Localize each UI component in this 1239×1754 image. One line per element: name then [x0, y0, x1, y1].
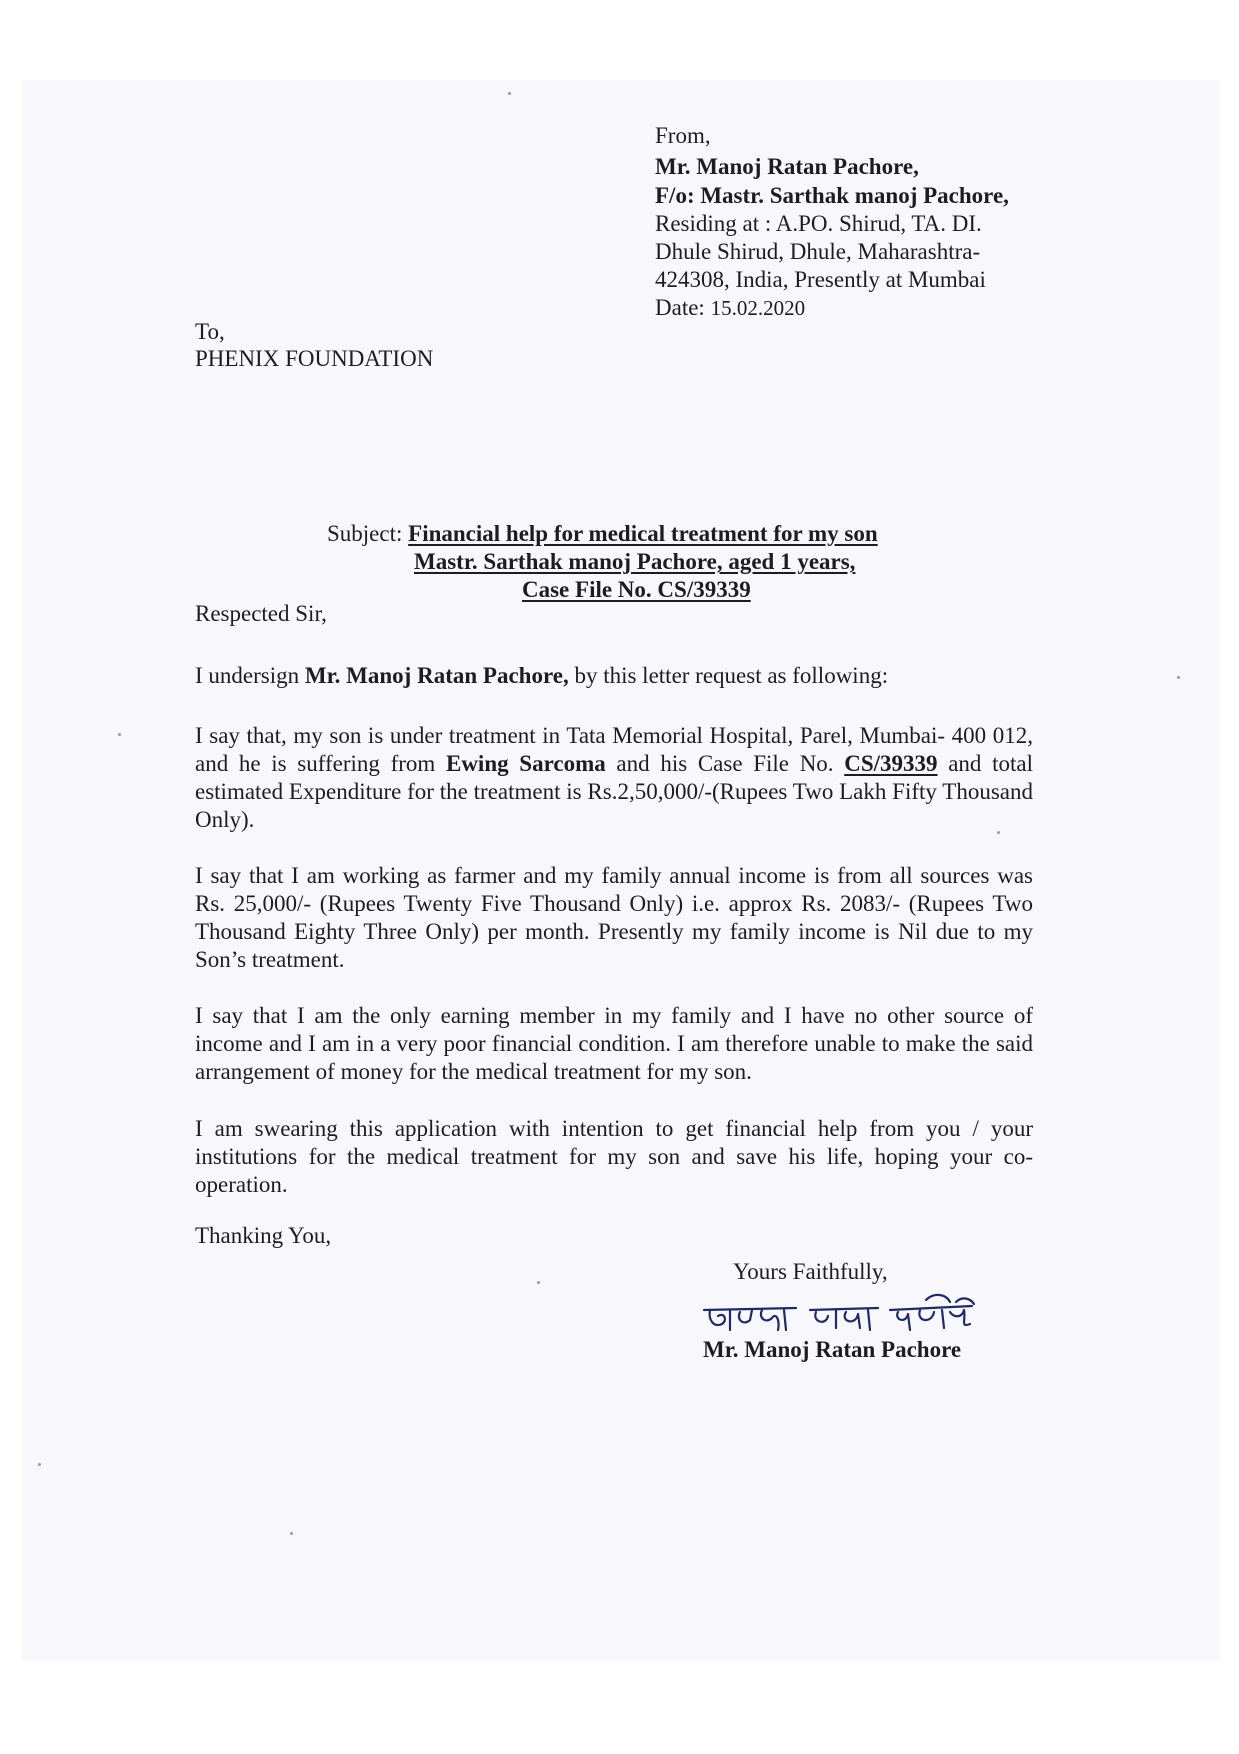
sender-relation: F/o: Mastr. Sarthak manoj Pachore,: [655, 183, 1009, 208]
scan-speck: [118, 733, 121, 736]
treatment-paragraph: [195, 722, 1033, 834]
case-file-number: CS/39339: [844, 751, 938, 776]
earning-paragraph: I say that I am the only earning member in my family and I have no other source of income and I am in a very poor financial condition. I am therefore unable to make the said arrangement of money for the medical treatment for my son.: [195, 1003, 1033, 1084]
date-label: Date:: [655, 295, 705, 320]
intro-text-after: by this letter request as following:: [568, 663, 889, 688]
closing-line: Yours Faithfully,: [733, 1259, 888, 1284]
letter-date: [655, 294, 805, 322]
subject-line-2: Mastr. Sarthak manoj Pachore, aged 1 years,: [414, 549, 856, 574]
salutation: Respected Sir,: [195, 601, 327, 626]
sender-address-line-1: Residing at : A.PO. Shirud, TA. DI.: [655, 211, 982, 236]
income-paragraph: I say that I am working as farmer and my family annual income is from all sources was Rs. 25,000/- (Rupees Twenty Five Thousand Only) i.e. approx Rs. 2083/- (Rupees Two Thousand Eighty Three Only) per month. Presently my family income is Nil due to my Son’s treatment.: [195, 863, 1033, 972]
from-label: From,: [655, 123, 711, 148]
recipient-name: PHENIX FOUNDATION: [195, 346, 434, 371]
scan-speck: [1177, 676, 1180, 679]
subject-text-1: Financial help for medical treatment for my son: [408, 521, 878, 546]
treatment-text-2: and his Case File No.: [605, 751, 845, 776]
subject-line-1: [327, 520, 878, 548]
to-label: To,: [195, 319, 225, 344]
disease-name: Ewing Sarcoma: [445, 751, 606, 776]
scan-speck: [997, 831, 1000, 834]
treatment-text-1: I say that, my son is under treatment in Tata Memorial Hospital, Parel, Mumbai- 400 012, and he is suffering from: [195, 723, 1033, 776]
swearing-paragraph: I am swearing this application with intention to get financial help from you / your institutions for the medical treatment for my son and save his life, hoping your co-operation.: [195, 1116, 1033, 1197]
sender-address-line-3: 424308, India, Presently at Mumbai: [655, 267, 986, 292]
subject-line-3: Case File No. CS/39339: [522, 577, 751, 602]
intro-text-before: I undersign: [195, 663, 305, 688]
treatment-text-3: and total estimated Expenditure for the treatment is Rs.2,50,000/-(Rupees Two Lakh Fifty Thousand Only).: [195, 751, 1033, 832]
scan-speck: [537, 1281, 540, 1284]
scan-speck: [508, 92, 511, 95]
intro-name: Mr. Manoj Ratan Pachore,: [304, 663, 569, 688]
scan-speck: [38, 1463, 41, 1466]
sender-address-line-2: Dhule Shirud, Dhule, Maharashtra-: [655, 239, 981, 264]
date-value: 15.02.2020: [710, 296, 806, 320]
sender-name: Mr. Manoj Ratan Pachore,: [655, 154, 919, 179]
intro-paragraph: [195, 662, 888, 690]
scan-speck: [290, 1532, 293, 1535]
subject-label: Subject:: [327, 521, 403, 546]
signatory-name: Mr. Manoj Ratan Pachore: [703, 1337, 962, 1362]
thanking-line: Thanking You,: [195, 1223, 332, 1248]
